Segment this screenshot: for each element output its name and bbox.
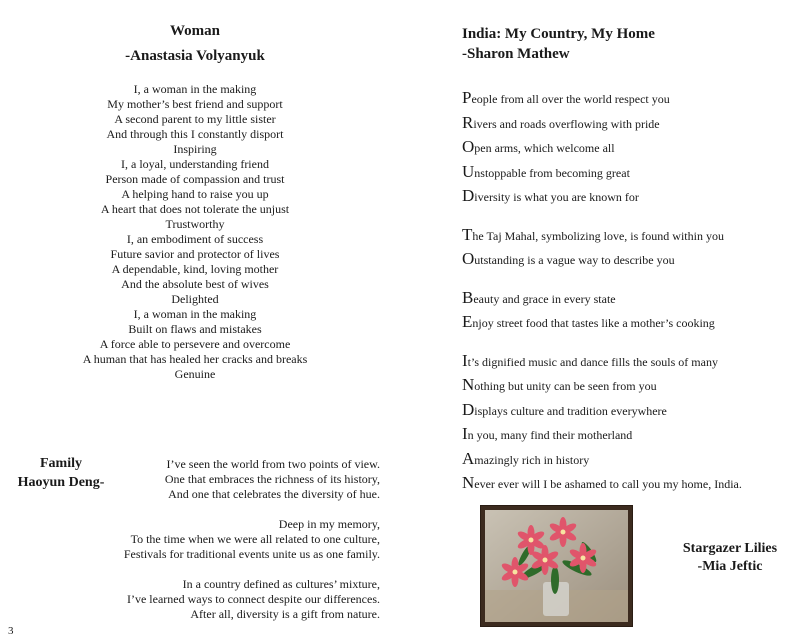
- india-poem-line-text: mazingly rich in history: [474, 452, 590, 467]
- woman-poem-line: A second parent to my little sister: [114, 112, 276, 126]
- family-poem-line: One that embraces the richness of its history,: [164, 472, 380, 486]
- stargazer-lilies-photo: [480, 505, 633, 627]
- india-poem-line: [462, 373, 792, 398]
- woman-poem-line: A dependable, kind, loving mother: [111, 262, 279, 276]
- acrostic-letter: I: [462, 350, 468, 370]
- family-poem-stanza: [80, 577, 380, 622]
- india-poem-line-text: othing but unity can be seen from you: [474, 379, 657, 393]
- india-poem-line-text: nstoppable from becoming great: [474, 165, 630, 180]
- woman-poem-line: Trustworthy: [165, 217, 225, 231]
- woman-poem-author: -Anastasia Volyanyuk: [125, 48, 265, 64]
- family-poem-stanza: [80, 517, 380, 562]
- woman-poem-line: Built on flaws and mistakes: [128, 322, 262, 336]
- family-poem-body: [80, 457, 380, 637]
- acrostic-letter: O: [462, 249, 475, 268]
- page-number: 3: [8, 625, 14, 637]
- acrostic-letter: B: [462, 287, 474, 307]
- woman-poem-line: A human that has healed her cracks and breaks: [82, 352, 308, 366]
- india-poem-body: [462, 86, 792, 496]
- family-poem-line: I’ve seen the world from two points of view.: [166, 457, 380, 471]
- india-poem-line: [462, 86, 792, 111]
- stanza-gap: [462, 335, 792, 349]
- artwork-caption: [670, 540, 790, 576]
- india-poem-line: [462, 447, 792, 472]
- woman-poem-line: Inspiring: [173, 142, 217, 156]
- india-poem-line-text: t’s dignified music and dance fills the souls of many: [467, 354, 718, 369]
- family-poem-line: Festivals for traditional events unite us as one family.: [123, 547, 380, 561]
- india-poem-line-text: eauty and grace in every state: [473, 291, 616, 306]
- artwork-author: -Mia Jeftic: [697, 559, 763, 574]
- acrostic-letter: N: [462, 375, 475, 394]
- india-poem-line: [462, 111, 792, 136]
- woman-poem-body: [0, 82, 390, 382]
- family-poem-line: To the time when we were all related to one culture,: [130, 532, 380, 546]
- woman-poem-line: A force able to persevere and overcome: [99, 337, 291, 351]
- acrostic-letter: D: [462, 399, 475, 419]
- left-page: [0, 0, 400, 639]
- woman-poem-line: I, a loyal, understanding friend: [121, 157, 269, 171]
- acrostic-letter: U: [462, 161, 475, 181]
- acrostic-letter: E: [462, 312, 473, 331]
- india-poem-line: [462, 349, 792, 374]
- india-poem-line-text: pen arms, which welcome all: [474, 141, 615, 155]
- stanza-gap: [462, 209, 792, 223]
- family-poem-stanza: [80, 457, 380, 502]
- acrostic-letter: N: [462, 473, 475, 492]
- india-poem-line: [462, 135, 792, 160]
- woman-poem-line: I, a woman in the making: [133, 307, 257, 321]
- india-poem-line-text: utstanding is a vague way to describe you: [474, 253, 675, 267]
- woman-poem-line: I, a woman in the making: [133, 82, 257, 96]
- india-poem-line: [462, 247, 792, 272]
- woman-poem-line: Future savior and protector of lives: [110, 247, 280, 261]
- woman-poem-line: I, an embodiment of success: [126, 232, 264, 246]
- woman-poem-line: And through this I constantly disport: [106, 127, 284, 141]
- india-poem-line: [462, 160, 792, 185]
- india-poem-line-text: ivers and roads overflowing with pride: [473, 116, 660, 131]
- acrostic-letter: O: [462, 137, 475, 156]
- woman-poem-line: Person made of compassion and trust: [105, 172, 285, 186]
- india-poem-title: India: My Country, My Home: [462, 26, 655, 42]
- family-poem-line: And one that celebrates the diversity of hue.: [168, 487, 380, 501]
- india-poem-line: [462, 184, 792, 209]
- acrostic-letter: P: [462, 88, 472, 107]
- woman-poem-line: Genuine: [174, 367, 216, 381]
- acrostic-letter: I: [462, 424, 468, 443]
- woman-poem-line: And the absolute best of wives: [121, 277, 269, 291]
- india-poem-line: [462, 398, 792, 423]
- family-poem-title: Family: [40, 456, 82, 471]
- india-poem-line-text: isplays culture and tradition everywhere: [474, 403, 667, 418]
- family-poem-line: After all, diversity is a gift from nature.: [190, 607, 380, 621]
- india-poem-line-text: n you, many find their motherland: [467, 428, 633, 442]
- woman-poem-line: Delighted: [171, 292, 219, 306]
- lily-bouquet-image: [485, 510, 628, 622]
- woman-poem-line: My mother’s best friend and support: [107, 97, 283, 111]
- india-poem-line: [462, 310, 792, 335]
- india-poem-author: -Sharon Mathew: [462, 46, 570, 62]
- woman-poem-line: A helping hand to raise you up: [121, 187, 269, 201]
- india-poem-line-text: ever ever will I be ashamed to call you my home, India.: [474, 477, 742, 491]
- family-poem-author: Haoyun Deng-: [17, 475, 105, 490]
- india-poem-line-text: he Taj Mahal, symbolizing love, is found within you: [472, 228, 724, 243]
- woman-poem-title: Woman: [169, 23, 220, 39]
- india-poem-line-text: njoy street food that tastes like a mother’s cooking: [472, 316, 715, 330]
- acrostic-letter: T: [462, 224, 473, 244]
- india-poem-line: [462, 471, 792, 496]
- acrostic-letter: A: [462, 448, 475, 468]
- family-poem-line: In a country defined as cultures’ mixture,: [182, 577, 380, 591]
- stanza-gap: [462, 272, 792, 286]
- acrostic-letter: R: [462, 112, 474, 132]
- family-poem-line: I’ve learned ways to connect despite our differences.: [126, 592, 380, 606]
- woman-poem-line: A heart that does not tolerate the unjust: [100, 202, 290, 216]
- india-poem-line-text: eople from all over the world respect you: [471, 92, 670, 106]
- india-poem-line: [462, 223, 792, 248]
- india-poem-line: [462, 286, 792, 311]
- family-poem-line: Deep in my memory,: [278, 517, 380, 531]
- india-poem-line-text: iversity is what you are known for: [474, 190, 639, 204]
- acrostic-letter: D: [462, 186, 475, 205]
- artwork-title: Stargazer Lilies: [682, 541, 778, 556]
- india-poem-line: [462, 422, 792, 447]
- right-page: [400, 0, 801, 639]
